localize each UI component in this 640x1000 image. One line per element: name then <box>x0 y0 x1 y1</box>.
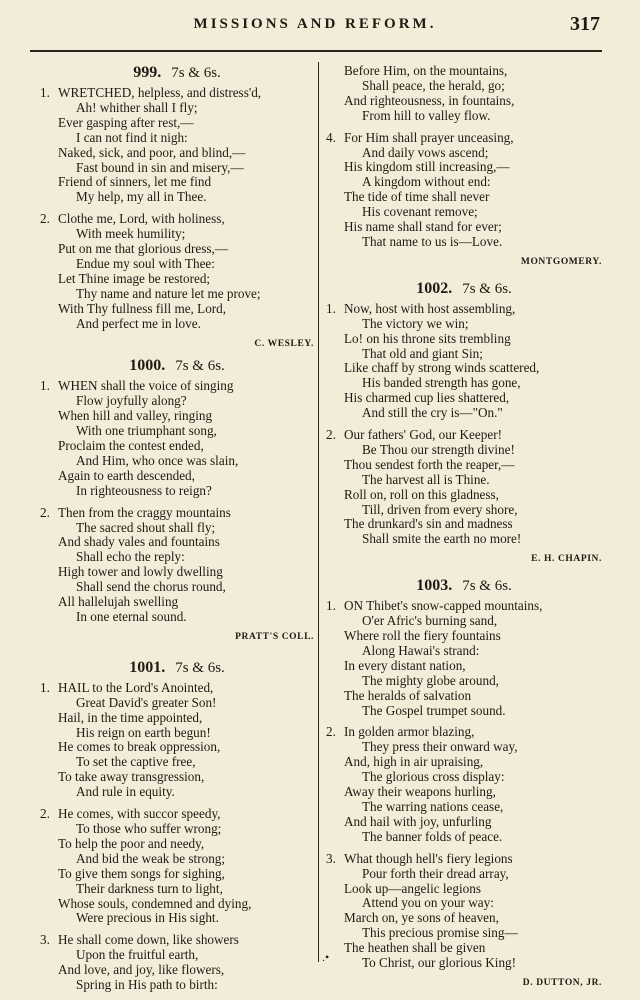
verse-line: The banner folds of peace. <box>362 828 503 844</box>
verse-line: To those who suffer wrong; <box>76 820 222 836</box>
verse-line: Fast bound in sin and misery,— <box>76 159 244 175</box>
verse-number: 2. <box>326 427 336 443</box>
right-column <box>326 58 602 993</box>
verse-line: Thy name and nature let me prove; <box>76 285 261 301</box>
verse-line: The mighty globe around, <box>362 672 499 688</box>
hymn-heading <box>326 577 602 595</box>
verse-line: With one triumphant song, <box>76 423 217 439</box>
verse-line: Shall send the chorus round, <box>76 579 226 595</box>
verse-line: O'er Afric's burning sand, <box>362 613 498 629</box>
hymn-number: 1003. <box>416 577 453 595</box>
verse-line: His banded strength has gone, <box>362 375 521 391</box>
verse-line: Friend of sinners, let me find <box>58 174 212 190</box>
verse <box>40 212 314 331</box>
verse-line: His charmed cup lies shattered, <box>344 390 510 406</box>
verse-line: Flow joyfully along? <box>76 393 187 409</box>
verse-line: Thou sendest forth the reaper,— <box>344 456 515 472</box>
verse-line: Put on me that glorious dress,— <box>58 241 228 257</box>
header-rule <box>30 50 602 52</box>
hymn-meter: 7s & 6s. <box>462 578 512 595</box>
hymn-attribution: PRATT'S COLL. <box>235 631 314 642</box>
verse-line: Like chaff by strong winds scattered, <box>344 360 540 376</box>
verse-line: Upon the fruitful earth, <box>76 947 199 963</box>
verse-line: The tide of time shall never <box>344 189 490 205</box>
verse-line: Again to earth descended, <box>58 467 195 483</box>
verse-line: Shall peace, the herald, go; <box>362 77 505 93</box>
verse <box>326 131 602 250</box>
verse-line: And bid the weak be strong; <box>76 850 226 866</box>
hymn-number: 1000. <box>129 357 166 375</box>
hymn-number: 999. <box>133 64 162 81</box>
verse-line: Whose souls, condemned and dying, <box>58 895 252 911</box>
verse-line: Endue my soul with Thee: <box>76 255 215 271</box>
verse-line: That name to us is—Love. <box>362 233 503 249</box>
verse-line: Shall echo the reply: <box>76 549 185 565</box>
verse-continuation <box>326 64 602 124</box>
hymn-attribution: MONTGOMERY. <box>520 256 602 267</box>
verse-line: And rule in equity. <box>76 784 175 800</box>
verse-line: Lo! on his throne sits trembling <box>344 330 511 346</box>
verse-line: Attend you on your way: <box>362 895 494 911</box>
verse-line: Now, host with host assembling, <box>344 300 516 316</box>
verse-number: 1. <box>40 378 50 394</box>
verse-line: Along Hawai's strand: <box>362 642 480 658</box>
verse-number: 2. <box>40 806 50 822</box>
verse-line: And, high in air upraising, <box>344 754 484 770</box>
verse-line: Were precious in His sight. <box>76 910 219 926</box>
verse-number: 4. <box>326 129 336 145</box>
verse-line: Shall smite the earth no more! <box>362 531 522 547</box>
verse-line: Ever gasping after rest,— <box>58 114 194 130</box>
verse-line: Look up—angelic legions <box>344 880 481 896</box>
verse-line: To help the poor and needy, <box>58 835 205 851</box>
verse-line: Let Thine image be restored; <box>58 270 211 286</box>
verse <box>40 807 314 926</box>
hymn-heading <box>40 659 314 677</box>
verse-line: For Him shall prayer unceasing, <box>344 129 514 145</box>
verse <box>326 852 602 971</box>
verse-line: His kingdom still increasing,— <box>344 159 510 175</box>
verse-number: 1. <box>40 679 50 695</box>
verse-line: And hail with joy, unfurling <box>344 813 492 829</box>
verse-line: The drunkard's sin and madness <box>344 516 513 532</box>
verse-line: They press their onward way, <box>362 739 518 755</box>
verse-line: Roll on, roll on this gladness, <box>344 486 499 502</box>
verse-number: 2. <box>40 504 50 520</box>
verse-line: And daily vows ascend; <box>362 144 489 160</box>
verse-line: In golden armor blazing, <box>344 724 475 740</box>
hymn-meter: 7s & 6s. <box>175 659 225 676</box>
verse-line: The glorious cross display: <box>362 769 505 785</box>
hymn-number: 1001. <box>129 658 166 676</box>
verse-line: Be Thou our strength divine! <box>362 441 515 457</box>
verse-line: The sacred shout shall fly; <box>76 519 216 535</box>
verse-number: 2. <box>40 211 50 227</box>
verse-line: He comes, with succor speedy, <box>58 806 221 822</box>
verse-line: HAIL to the Lord's Anointed, <box>58 679 214 695</box>
verse-line: Naked, sick, and poor, and blind,— <box>58 144 246 160</box>
verse-line: WHEN shall the voice of singing <box>58 378 234 394</box>
verse-line: Their darkness turn to light, <box>76 880 223 896</box>
verse-line: My help, my all in Thee. <box>76 189 207 205</box>
hymn-heading <box>326 280 602 298</box>
column-divider <box>318 62 319 962</box>
left-column <box>40 58 314 1000</box>
verse-line: With Thy fullness fill me, Lord, <box>58 300 227 316</box>
verse-line: A kingdom without end: <box>362 174 491 190</box>
verse-line: To set the captive free, <box>76 754 196 770</box>
verse-line: Away their weapons hurling, <box>344 784 496 800</box>
verse-line: And still the cry is—"On." <box>362 405 503 421</box>
verse-line: His name shall stand for ever; <box>344 219 502 235</box>
verse-number: 3. <box>326 850 336 866</box>
hymn-meter: 7s & 6s. <box>175 358 225 375</box>
verse-line: He shall come down, like showers <box>58 932 239 948</box>
verse-line: Before Him, on the mountains, <box>344 63 508 78</box>
verse-line: Till, driven from every shore, <box>362 501 518 517</box>
verse <box>326 725 602 844</box>
verse <box>326 428 602 547</box>
verse-line: The heathen shall be given <box>344 940 486 956</box>
verse-line: All hallelujah swelling <box>58 594 179 610</box>
verse-line: Hail, in the time appointed, <box>58 709 203 725</box>
verse-line: To give them songs for sighing, <box>58 865 225 881</box>
verse-number: 3. <box>40 932 50 948</box>
verse-line: The victory we win; <box>362 315 469 331</box>
verse-line: His covenant remove; <box>362 204 478 220</box>
hymn-heading <box>40 357 314 375</box>
verse-line: When hill and valley, ringing <box>58 408 213 424</box>
verse-line: Then from the craggy mountains <box>58 504 231 520</box>
verse-line: To take away transgression, <box>58 769 205 785</box>
verse-line: And shady vales and fountains <box>58 534 220 550</box>
verse-line: What though hell's fiery legions <box>344 850 513 866</box>
verse-line: Ah! whither shall I fly; <box>76 99 198 115</box>
verse-line: To Christ, our glorious King! <box>362 955 517 971</box>
verse-line: And perfect me in love. <box>76 315 201 331</box>
verse-line: And love, and joy, like flowers, <box>58 962 225 978</box>
running-title: MISSIONS AND REFORM. <box>193 16 437 32</box>
verse-line: The heralds of salvation <box>344 687 472 703</box>
verse-line: With meek humility; <box>76 226 186 242</box>
verse-line: Clothe me, Lord, with holiness, <box>58 211 225 227</box>
verse-line: And righteousness, in fountains, <box>344 92 515 108</box>
verse-line: ON Thibet's snow-capped mountains, <box>344 598 543 614</box>
verse-line: I can not find it nigh: <box>76 129 188 145</box>
verse-line: And Him, who once was slain, <box>76 452 239 468</box>
verse-line: From hill to valley flow. <box>362 107 491 123</box>
verse-line: That old and giant Sin; <box>362 345 483 361</box>
verse-line: This precious promise sing— <box>362 925 518 941</box>
hymn-attribution: D. DUTTON, JR. <box>522 977 602 988</box>
verse-line: In one eternal sound. <box>76 609 187 624</box>
verse-line: The harvest all is Thine. <box>362 471 490 487</box>
verse-line: He comes to break oppression, <box>58 739 221 755</box>
hymn-number: 1002. <box>416 279 453 297</box>
verse-number: 1. <box>326 598 336 614</box>
page-number: 317 <box>570 13 600 35</box>
hymn-meter: 7s & 6s. <box>462 280 512 297</box>
stray-print-marks: .• <box>322 950 330 964</box>
verse-line: His reign on earth begun! <box>76 724 211 740</box>
verse-line: In every distant nation, <box>344 657 466 673</box>
verse-line: In righteousness to reign? <box>76 482 212 498</box>
verse-line: Pour forth their dread array, <box>362 865 509 881</box>
verse-line: Where roll the fiery fountains <box>344 628 501 643</box>
verse <box>40 379 314 498</box>
verse-line: Great David's greater Son! <box>76 694 217 710</box>
verse-line: Our fathers' God, our Keeper! <box>344 427 502 443</box>
verse-line: Spring in His path to birth: <box>76 977 218 993</box>
verse <box>40 86 314 205</box>
verse <box>40 506 314 625</box>
verse-line: WRETCHED, helpless, and distress'd, <box>58 85 262 100</box>
verse-line: The Gospel trumpet sound. <box>362 702 506 718</box>
verse-number: 1. <box>326 300 336 316</box>
hymn-meter: 7s & 6s. <box>171 65 221 81</box>
hymn-heading <box>40 64 314 82</box>
verse-line: The warring nations cease, <box>362 798 504 814</box>
verse-line: Proclaim the contest ended, <box>58 438 204 454</box>
verse-line: March on, ye sons of heaven, <box>344 910 499 926</box>
verse <box>326 302 602 421</box>
verse-number: 2. <box>326 724 336 740</box>
verse <box>40 933 314 993</box>
verse-number: 1. <box>40 85 50 100</box>
hymn-attribution: C. WESLEY. <box>254 338 314 349</box>
verse <box>40 681 314 800</box>
verse <box>326 599 602 718</box>
verse-line: High tower and lowly dwelling <box>58 564 223 580</box>
hymn-attribution: E. H. CHAPIN. <box>531 554 602 565</box>
